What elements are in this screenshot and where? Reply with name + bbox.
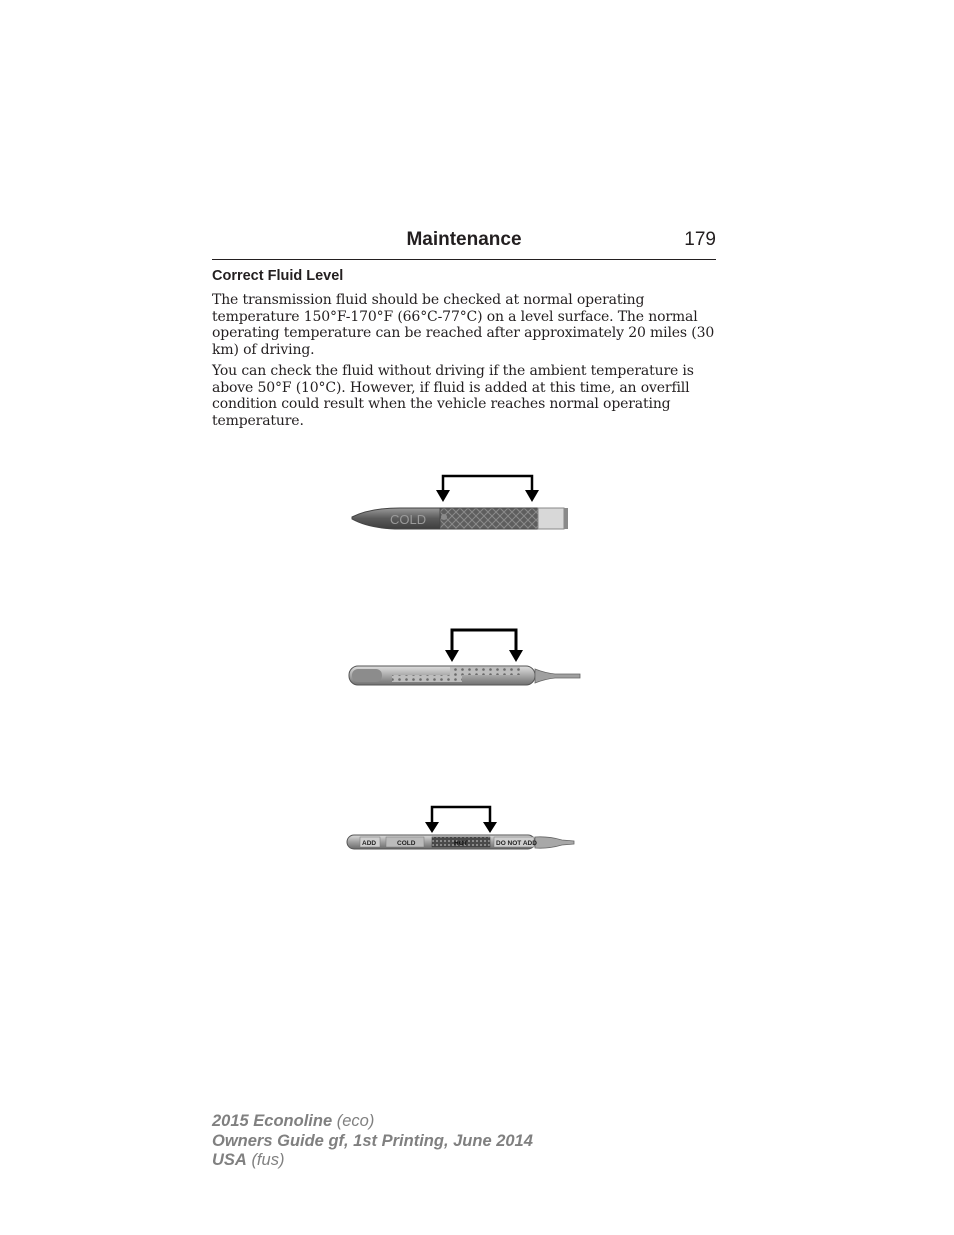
footer-model-line — [212, 1112, 533, 1132]
footer-edition: Owners Guide gf, 1st Printing, June 2014 — [212, 1131, 533, 1150]
zone-label-do-not-add: DO NOT ADD — [496, 840, 537, 847]
footer-model: 2015 Econoline — [212, 1112, 333, 1130]
footer-edition-line — [212, 1132, 533, 1152]
paragraph-ambient-check: You can check the fluid without driving if the ambient temperature is above 50°F (10°C). However, if fluid is added at this time, an overfill condition could result when the vehicle reaches normal operating temperature. — [212, 363, 694, 429]
dipstick-figure-1 — [340, 468, 580, 538]
chapter-title: Maintenance — [406, 229, 522, 250]
level-range-bracket — [436, 476, 539, 502]
footer-market-line — [212, 1151, 533, 1171]
zone-label-hot: HOT — [454, 840, 468, 847]
footer-model-code: (eco) — [336, 1112, 375, 1130]
zone-label-cold: COLD — [397, 840, 416, 847]
page-number: 179 — [684, 229, 716, 250]
page-header — [212, 229, 716, 260]
dipstick-figure-3 — [340, 800, 590, 860]
dipstick-figure-2 — [340, 622, 590, 692]
paragraph-operating-temperature: The transmission fluid should be checked at normal operating temperature 150°F-170°F (66°C-77°C) on a level surface. The normal operating temperature can be reached after approximately 20 miles (30 km) of driving. — [212, 292, 715, 358]
section-heading: Correct Fluid Level — [212, 268, 344, 284]
level-range-bracket — [425, 807, 497, 833]
level-range-bracket — [445, 630, 523, 662]
zone-label-add: ADD — [362, 840, 377, 847]
dipstick-cold-label: COLD — [390, 512, 427, 527]
footer-market: USA — [212, 1151, 247, 1169]
document-footer — [212, 1112, 533, 1171]
footer-market-code: (fus) — [251, 1151, 285, 1169]
